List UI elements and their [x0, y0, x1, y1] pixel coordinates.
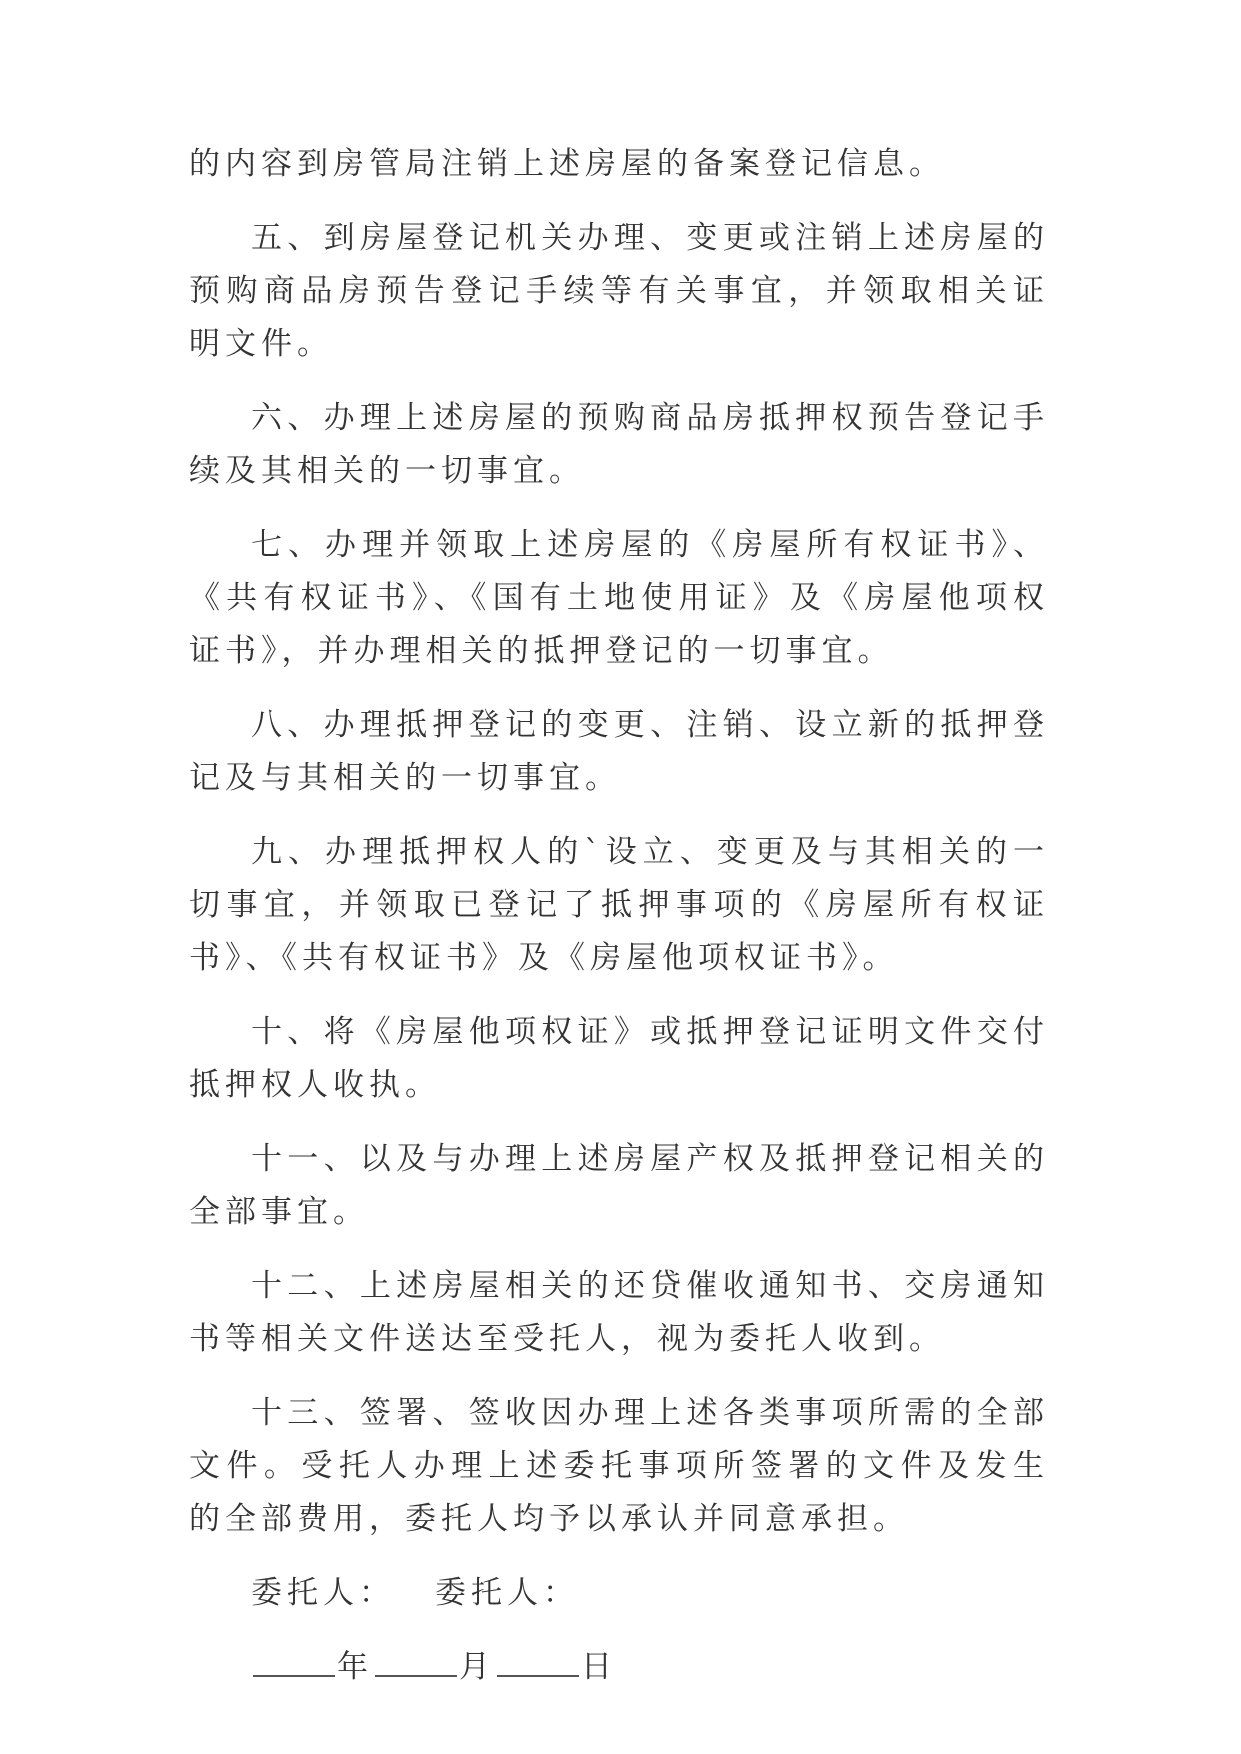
paragraph-continuation: 的内容到房管局注销上述房屋的备案登记信息。 — [189, 146, 945, 182]
signature-line — [189, 1567, 1049, 1620]
paragraph-item-7: 七、办理并领取上述房屋的《房屋所有权证书》、《共有权证书》、《国有土地使用证》及《房屋他项权证书》，并办理相关的抵押登记的一切事宜。 — [189, 527, 1049, 669]
paragraph-item-8: 八、办理抵押登记的变更、注销、设立新的抵押登记及与其相关的一切事宜。 — [189, 707, 1049, 796]
principal-label-1: 委托人： — [251, 1575, 395, 1611]
year-label: 年 — [337, 1649, 373, 1685]
paragraph-item-6: 六、办理上述房屋的预购商品房抵押权预告登记手续及其相关的一切事宜。 — [189, 400, 1049, 489]
date-line — [189, 1641, 1049, 1694]
month-blank — [375, 1645, 457, 1677]
year-blank — [253, 1645, 335, 1677]
day-label: 日 — [581, 1649, 617, 1685]
paragraph-item-11: 十一、以及与办理上述房屋产权及抵押登记相关的全部事宜。 — [189, 1141, 1049, 1230]
day-blank — [497, 1645, 579, 1677]
paragraph-item-9: 九、办理抵押权人的`设立、变更及与其相关的一切事宜，并领取已登记了抵押事项的《房屋所有权证书》、《共有权证书》及《房屋他项权证书》。 — [189, 834, 1049, 976]
paragraph-item-10: 十、将《房屋他项权证》或抵押登记证明文件交付抵押权人收执。 — [189, 1014, 1049, 1103]
paragraph-item-13: 十三、签署、签收因办理上述各类事项所需的全部文件。受托人办理上述委托事项所签署的文件及发生的全部费用，委托人均予以承认并同意承担。 — [189, 1395, 1049, 1537]
document-body — [189, 146, 1049, 1694]
paragraph-item-5: 五、到房屋登记机关办理、变更或注销上述房屋的预购商品房预告登记手续等有关事宜，并领取相关证明文件。 — [189, 220, 1049, 362]
month-label: 月 — [459, 1649, 495, 1685]
paragraph-item-12: 十二、上述房屋相关的还贷催收通知书、交房通知书等相关文件送达至受托人，视为委托人收到。 — [189, 1268, 1049, 1357]
principal-label-2: 委托人： — [435, 1575, 579, 1611]
